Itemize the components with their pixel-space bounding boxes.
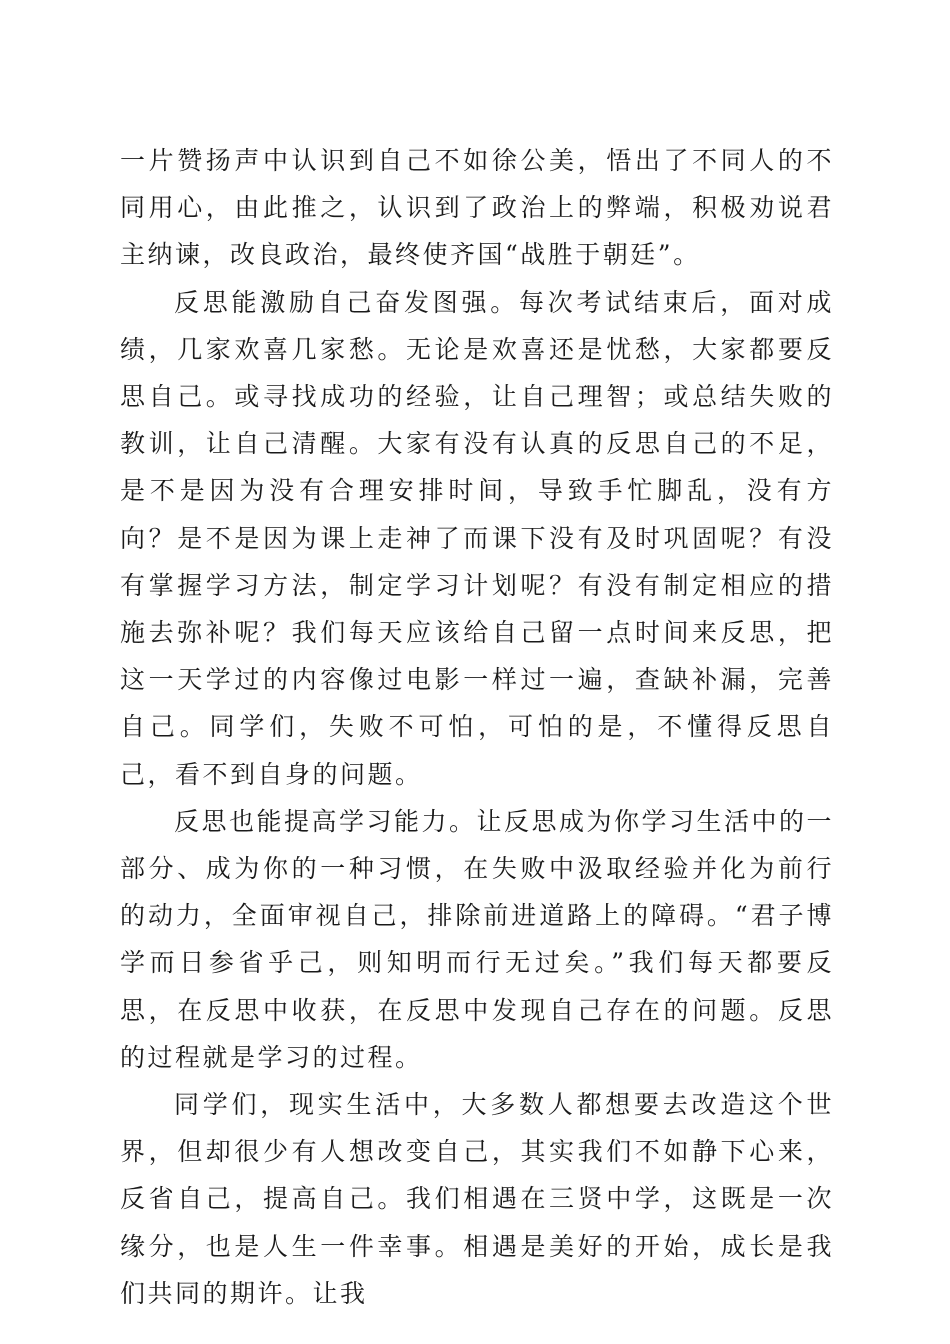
paragraph-reflection-learning: 反思也能提高学习能力。让反思成为你学习生活中的一部分、成为你的一种习惯，在失败中汲取经验并化为前行的动力，全面审视自己，排除前进道路上的障碍。“君子博学而日参省乎己，则知明而行无过矣。”我们每天都要反思，在反思中收获，在反思中发现自己存在的问题。反思的过程就是学习的过程。 xyxy=(120,806,835,1072)
paragraph-closing: 同学们，现实生活中，大多数人都想要去改造这个世界，但却很少有人想改变自己，其实我们不如静下心来，反省自己，提高自己。我们相遇在三贤中学，这既是一次缘分，也是人生一件幸事。相遇是美好的开始，成长是我们共同的期许。让我 xyxy=(120,1090,834,1308)
document-body xyxy=(120,137,834,1317)
paragraph-reflection-motivation: 反思能激励自己奋发图强。每次考试结束后，面对成绩，几家欢喜几家愁。无论是欢喜还是忧愁，大家都要反思自己。或寻找成功的经验，让自己理智；或总结失败的教训，让自己清醒。大家有没有认真的反思自己的不足，是不是因为没有合理安排时间，导致手忙脚乱，没有方向？是不是因为课上走神了而课下没有及时巩固呢？有没有掌握学习方法，制定学习计划呢？有没有制定相应的措施去弥补呢？我们每天应该给自己留一点时间来反思，把这一天学过的内容像过电影一样过一遍，查缺补漏，完善自己。同学们，失败不可怕，可怕的是，不懂得反思自己，看不到自身的问题。 xyxy=(120,287,834,789)
paragraph-continuation: 一片赞扬声中认识到自己不如徐公美，悟出了不同人的不同用心，由此推之，认识到了政治上的弊端，积极劝说君主纳谏，改良政治，最终使齐国“战胜于朝廷”。 xyxy=(120,146,834,270)
